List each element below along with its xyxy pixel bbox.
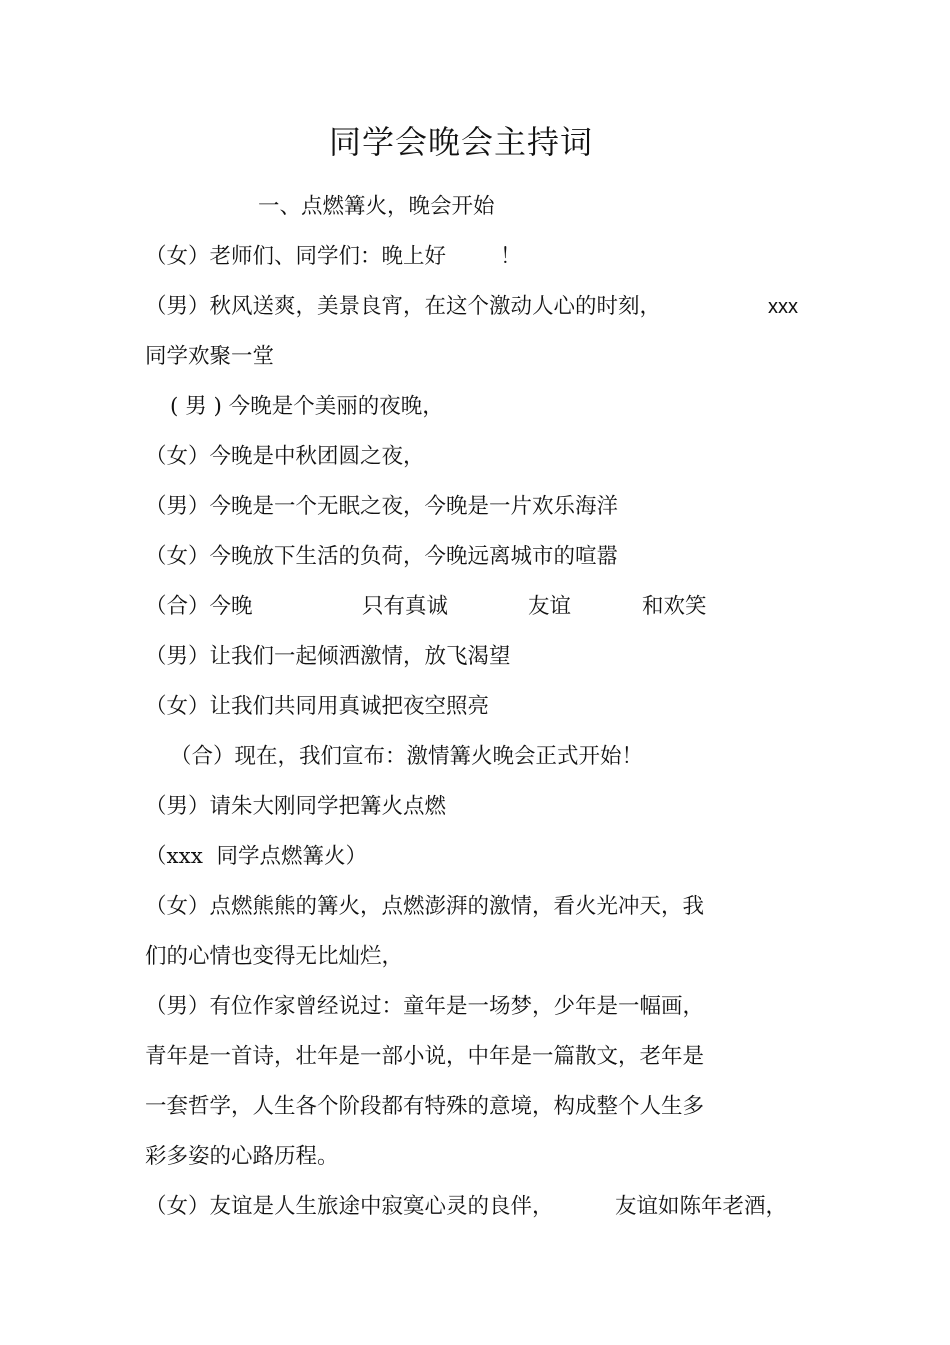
line-tail: 友谊如陈年老酒， bbox=[615, 1194, 788, 1219]
line-part: （合）今晚 bbox=[145, 594, 253, 619]
text-line: 青年是一首诗，壮年是一部小说，中年是一篇散文，老年是 bbox=[145, 1044, 705, 1069]
text-line bbox=[145, 292, 815, 322]
text-line: 们的心情也变得无比灿烂， bbox=[145, 944, 404, 969]
text-line: （男）有位作家曾经说过：童年是一场梦，少年是一幅画， bbox=[145, 994, 705, 1019]
line-part: 只有真诚 bbox=[362, 594, 449, 619]
text-line: 彩多姿的心路历程。 bbox=[145, 1144, 339, 1169]
text-line: ( 男 ) 今晚是个美丽的夜晚， bbox=[170, 394, 444, 419]
text-line: （女）点燃熊熊的篝火，点燃澎湃的激情，看火光冲天，我 bbox=[145, 894, 705, 919]
text-line: 一套哲学，人生各个阶段都有特殊的意境，构成整个人生多 bbox=[145, 1094, 705, 1119]
text-line bbox=[145, 242, 545, 272]
text-line bbox=[145, 1192, 795, 1222]
text-line: （男）请朱大刚同学把篝火点燃 bbox=[145, 794, 447, 819]
document-title: 同学会晚会主持词 bbox=[328, 123, 593, 161]
line-part: 友谊 bbox=[528, 594, 572, 619]
text-line bbox=[145, 592, 745, 622]
text-line: 同学欢聚一堂 bbox=[145, 344, 275, 369]
text-line: （男）今晚是一个无眠之夜，今晚是一片欢乐海洋 bbox=[145, 494, 619, 519]
text-line: （女）今晚放下生活的负荷，今晚远离城市的喧嚣 bbox=[145, 544, 619, 569]
text-line: （合）现在，我们宣布：激情篝火晚会正式开始！ bbox=[170, 744, 644, 769]
line-text: （女）友谊是人生旅途中寂寞心灵的良伴， bbox=[145, 1194, 554, 1219]
line-text: （女）老师们、同学们：晚上好 bbox=[145, 244, 447, 269]
section-heading: 一、点燃篝火，晚会开始 bbox=[258, 194, 495, 219]
text-line: （男）让我们一起倾洒激情，放飞渴望 bbox=[145, 644, 511, 669]
line-tail: xxx bbox=[768, 296, 798, 318]
line-text: （男）秋风送爽，美景良宵，在这个激动人心的时刻， bbox=[145, 294, 662, 319]
line-tail: ！ bbox=[500, 244, 522, 269]
text-line: （女）让我们共同用真诚把夜空照亮 bbox=[145, 694, 490, 719]
text-line: （xxx 同学点燃篝火） bbox=[145, 844, 368, 869]
line-part: 和欢笑 bbox=[642, 594, 707, 619]
text-line: （女）今晚是中秋团圆之夜， bbox=[145, 444, 425, 469]
